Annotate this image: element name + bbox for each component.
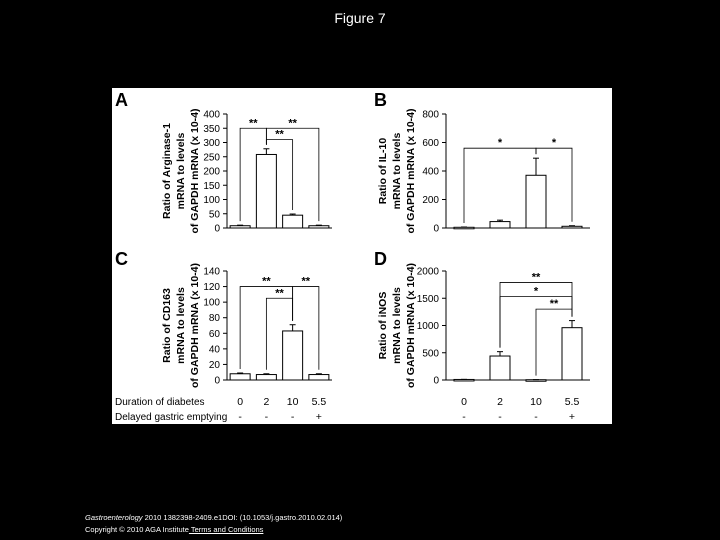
- panel-b-ylabel-line: of GAPDH mRNA (x 10-4): [405, 108, 417, 234]
- panel-d-ylabel-line: Ratio of iNOS: [377, 291, 389, 360]
- panel-c-ytick-label: 60: [208, 328, 220, 340]
- panel-c-ytick-label: 40: [208, 344, 220, 356]
- panel-a-letter: A: [115, 90, 128, 110]
- footer-journal: Gastroenterology: [85, 513, 143, 522]
- panel-c-ylabel-line: mRNA to levels: [175, 287, 187, 364]
- panel-d-bar: [562, 328, 582, 380]
- footer: [85, 512, 342, 536]
- figure-title: Figure 7: [334, 10, 386, 26]
- panel-b-ytick-label: 200: [422, 195, 439, 206]
- duration-row-label: Duration of diabetes: [115, 397, 205, 408]
- panel-a-ytick-label: 250: [203, 152, 220, 164]
- panel-a-ytick-label: 300: [203, 138, 220, 149]
- panel-a-ytick-label: 100: [203, 195, 220, 206]
- panel-b-significance-bracket: [464, 148, 536, 223]
- panel-d-ytick-label: 1000: [416, 321, 439, 332]
- panel-d-significance-label: *: [533, 285, 539, 298]
- panel-a-ytick-label: 400: [203, 109, 220, 121]
- panel-c-duration-value: 5.5: [311, 396, 327, 408]
- panel-a-bar: [230, 226, 250, 228]
- panel-d-delayed-value: -: [462, 411, 466, 423]
- panel-a-significance-label: **: [275, 128, 284, 141]
- footer-copyright: Copyright © 2010 AGA Institute: [85, 525, 189, 534]
- panel-d-significance-label: **: [549, 298, 559, 311]
- panel-c-ytick-label: 80: [208, 313, 220, 325]
- panel-a-ytick-label: 0: [214, 223, 220, 235]
- figure-panel: [112, 88, 612, 424]
- panel-d-ytick-label: 2000: [416, 266, 439, 278]
- panel-d-letter: D: [374, 249, 387, 269]
- panel-c-letter: C: [115, 249, 128, 269]
- footer-citation-line: [85, 512, 342, 524]
- panel-d-ytick-label: 0: [433, 375, 439, 387]
- panel-d-duration-value: 10: [530, 396, 542, 408]
- panel-b-bar: [454, 227, 474, 229]
- panel-a-significance-label: **: [248, 117, 258, 130]
- panel-d-ylabel-line: of GAPDH mRNA (x 10-4): [405, 262, 417, 389]
- panel-d-delayed-value: +: [568, 411, 576, 423]
- panel-a-ylabel-line: Ratio of Arginase-1: [161, 123, 173, 219]
- panel-b-ytick-label: 400: [422, 166, 439, 178]
- panel-c-ylabel-line: Ratio of CD163: [161, 288, 173, 363]
- panel-d-delayed-value: -: [498, 411, 502, 423]
- panel-b-ytick-label: 600: [422, 138, 439, 149]
- panel-c-ytick-label: 20: [208, 359, 220, 371]
- panel-c-bar: [283, 331, 303, 380]
- panel-c-bar: [309, 375, 329, 380]
- panel-b-ytick-label: 800: [422, 109, 439, 121]
- panel-c-ytick-label: 140: [203, 266, 220, 278]
- panel-d-duration-value: 2: [497, 396, 503, 408]
- panel-b-bar: [490, 222, 510, 228]
- panel-c-ytick-label: 0: [214, 375, 220, 387]
- panel-d-duration-value: 5.5: [564, 396, 580, 408]
- figure-chart-svg: [112, 88, 612, 424]
- panel-c-ytick-label: 100: [203, 297, 220, 309]
- panel-b-significance-label: *: [551, 137, 557, 150]
- panel-c-ylabel-line: of GAPDH mRNA (x 10-4): [189, 262, 201, 389]
- panel-b-ylabel-line: mRNA to levels: [391, 132, 403, 210]
- panel-c-significance-label: **: [262, 275, 271, 288]
- panel-c-duration-value: 10: [286, 396, 299, 408]
- panel-a-ytick-label: 50: [208, 209, 220, 221]
- panel-a-ytick-label: 200: [203, 166, 220, 178]
- panel-d-significance-label: **: [531, 271, 541, 284]
- panel-d-duration-value: 0: [461, 396, 467, 408]
- delayed-row-label: Delayed gastric emptying: [115, 412, 228, 423]
- panel-c-delayed-value: -: [290, 411, 295, 423]
- panel-d-bar: [490, 356, 510, 380]
- panel-a-ytick-label: 150: [203, 180, 220, 192]
- panel-a-bar: [283, 215, 303, 228]
- panel-a-ytick-label: 350: [203, 123, 220, 135]
- panel-d-ytick-label: 500: [422, 348, 439, 360]
- panel-c-duration-value: 2: [263, 396, 270, 408]
- panel-c-duration-value: 0: [237, 396, 244, 408]
- panel-b-ylabel-line: Ratio of IL-10: [377, 137, 389, 205]
- panel-d-ylabel-line: mRNA to levels: [391, 287, 403, 364]
- footer-copyright-line: [85, 524, 342, 536]
- panel-b-bar: [526, 175, 546, 228]
- panel-a-bar: [256, 154, 276, 228]
- panel-b-letter: B: [374, 90, 387, 110]
- panel-a-ylabel-line: mRNA to levels: [175, 132, 187, 210]
- panel-c-delayed-value: -: [238, 411, 242, 423]
- footer-citation: 2010 1382398-2409.e1DOI: (10.1053/j.gastro.2010.02.014): [142, 513, 343, 522]
- panel-d-ytick-label: 1500: [416, 293, 439, 305]
- panel-a-ylabel-line: of GAPDH mRNA (x 10-4): [189, 108, 201, 234]
- panel-d-delayed-value: -: [534, 411, 538, 423]
- panel-a-bar: [309, 226, 329, 228]
- panel-c-ytick-label: 120: [203, 282, 220, 294]
- panel-c-significance-label: **: [275, 287, 284, 300]
- panel-c-significance-label: **: [301, 275, 311, 288]
- panel-c-bar: [256, 375, 276, 380]
- terms-link[interactable]: Terms and Conditions: [188, 525, 264, 534]
- panel-a-significance-label: **: [288, 117, 297, 130]
- panel-b-bar: [562, 226, 582, 228]
- panel-c-bar: [230, 374, 250, 380]
- panel-b-ytick-label: 0: [433, 223, 439, 235]
- panel-c-delayed-value: +: [315, 411, 322, 423]
- panel-c-delayed-value: -: [264, 411, 269, 423]
- panel-b-significance-label: *: [497, 137, 503, 150]
